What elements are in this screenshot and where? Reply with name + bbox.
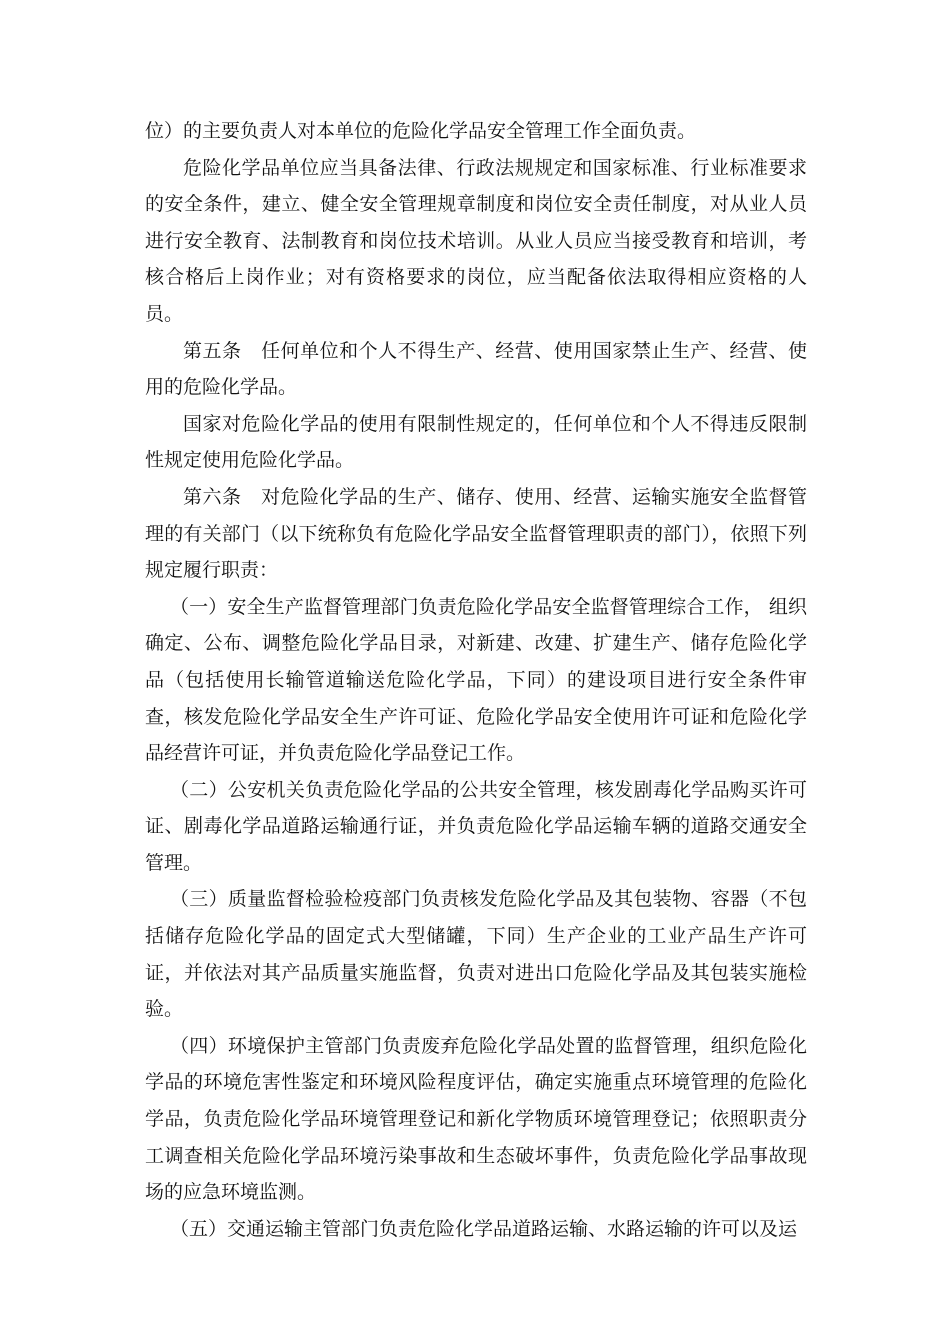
document-body [145, 113, 807, 1247]
paragraph-item-2: （二）公安机关负责危险化学品的公共安全管理，核发剧毒化学品购买许可证、剧毒化学品道路运输通行证，并负责危险化学品运输车辆的道路交通安全管理。 [145, 778, 807, 874]
paragraph-restriction: 国家对危险化学品的使用有限制性规定的，任何单位和个人不得违反限制性规定使用危险化学品。 [145, 412, 807, 472]
paragraph-article-5: 第五条 任何单位和个人不得生产、经营、使用国家禁止生产、经营、使用的危险化学品。 [145, 339, 807, 399]
paragraph-item-1: （一）安全生产监督管理部门负责危险化学品安全监督管理综合工作， 组织确定、公布、调整危险化学品目录，对新建、改建、扩建生产、储存危险化学品（包括使用长输管道输送危险化学品，下同）的建设项目进行安全条件审查，核发危险化学品安全生产许可证、危险化学品安全使用许可证和危险化学品经营许可证，并负责危险化学品登记工作。 [145, 595, 807, 765]
paragraph-item-3: （三）质量监督检验检疫部门负责核发危险化学品及其包装物、容器（不包括储存危险化学品的固定式大型储罐，下同）生产企业的工业产品生产许可证，并依法对其产品质量实施监督，负责对进出口危险化学品及其包装实施检验。 [145, 888, 807, 1021]
paragraph-item-4: （四）环境保护主管部门负责废弃危险化学品处置的监督管理，组织危险化学品的环境危害性鉴定和环境风险程度评估，确定实施重点环境管理的危险化学品，负责危险化学品环境管理登记和新化学物质环境管理登记；依照职责分工调查相关危险化学品环境污染事故和生态破坏事件，负责危险化学品事故现场的应急环境监测。 [145, 1034, 807, 1204]
paragraph-article-6: 第六条 对危险化学品的生产、储存、使用、经营、运输实施安全监督管理的有关部门（以下统称负有危险化学品安全监督管理职责的部门），依照下列规定履行职责： [145, 485, 807, 582]
paragraph-item-5: （五）交通运输主管部门负责危险化学品道路运输、水路运输的许可以及运 [170, 1217, 798, 1240]
paragraph-continuation: 位）的主要负责人对本单位的危险化学品安全管理工作全面负责。 [145, 120, 697, 142]
paragraph-safety-conditions: 危险化学品单位应当具备法律、行政法规规定和国家标准、行业标准要求的安全条件，建立、健全安全管理规章制度和岗位安全责任制度，对从业人员进行安全教育、法制教育和岗位技术培训。从业人员应当接受教育和培训，考核合格后上岗作业；对有资格要求的岗位，应当配备依法取得相应资格的人员。 [145, 156, 807, 325]
